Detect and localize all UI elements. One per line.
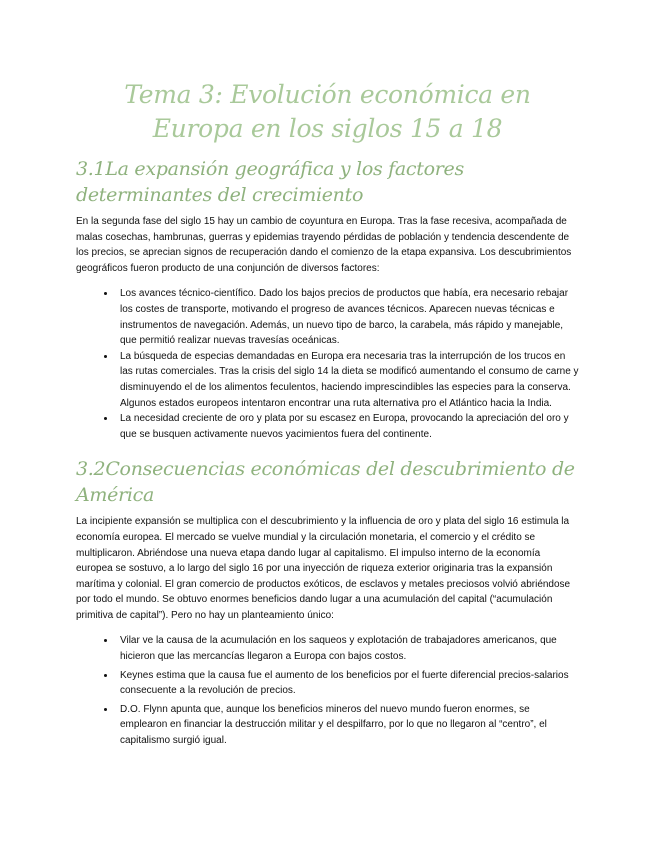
section-2-bullet-list [76,633,579,748]
section-1-heading: 3.1La expansión geográfica y los factores determinantes del crecimiento [76,158,464,206]
bullet-item: • Los avances técnico-científico. Dado los bajos precios de productos que había, era necesario rebajar los costes de transporte, motivando el progreso de avances técnicos. Aparecen nuevas técnicas e instrumentos de navegación. Además, un nuevo tipo de barco, la carabela, más rápido y manejable, que permitió realizar nuevas travesías oceánicas. [116,286,579,348]
section-2 [76,456,579,748]
bullet-item: • La búsqueda de especias demandadas en Europa era necesaria tras la interrupción de los trucos en las rutas comerciales. Tras la crisis del siglo 14 la dieta se modificó aumentando el consumo de carne y disminuyendo el de los alimentos feculentos, haciendo imprescindibles las especies para la conserva. Algunos estados europeos intentaron encontrar una ruta alternativa pro el Atlántico hacia la India. [116,349,579,411]
document-title: Tema 3: Evolución económica en Europa en los siglos 15 a 18 [124,80,531,143]
section-1-bullet-list [76,286,579,442]
section-2-intro: La incipiente expansión se multiplica con el descubrimiento y la influencia de oro y plata del siglo 16 estimula la economía europea. El mercado se vuelve mundial y la circulación monetaria, el comercio y el crédito se multiplicaron. Abriéndose una nueva etapa dando lugar al capitalismo. El impulso interno de la economía europea se sostuvo, a lo largo del siglo 16 por una inyección de riqueza exterior originaria tras la expansión marítima y colonial. El gran comercio de productos exóticos, de esclavos y metales preciosos volvió abriéndose por todo el mundo. Se obtuvo enormes beneficios dando lugar a una acumulación del capital (“acumulación primitiva de capital”). Pero no hay un planteamiento único: [76,516,571,621]
section-1 [76,156,579,442]
section-1-intro: En la segunda fase del siglo 15 hay un cambio de coyuntura en Europa. Tras la fase recesiva, acompañada de malas cosechas, hambrunas, guerras y epidemias trayendo pérdidas de población y tendencia descendente de los precios, se aprecian signos de recuperación dando el comienzo de la etapa expansiva. Los descubrimientos geográficos fueron producto de una conjunción de diversos factores: [76,216,572,274]
bullet-item: • Vilar ve la causa de la acumulación en los saqueos y explotación de trabajadores americanos, que hicieron que las mercancías llegaron a Europa con bajos costos. [116,633,579,664]
bullet-item: • Keynes estima que la causa fue el aumento de los beneficios por el fuerte diferencial precios-salarios consecuente a la revolución de precios. [116,668,579,699]
bullet-item: • La necesidad creciente de oro y plata por su escasez en Europa, provocando la apreciación del oro y que se busquen activamente nuevos yacimientos fuera del continente. [116,411,579,442]
section-2-heading: 3.2Consecuencias económicas del descubrimiento de América [76,458,575,507]
bullet-item: • D.O. Flynn apunta que, aunque los beneficios mineros del nuevo mundo fueron enormes, se emplearon en financiar la destrucción militar y el despilfarro, por lo que no llegaron al “centro”, el capitalismo surgió igual. [116,702,579,749]
